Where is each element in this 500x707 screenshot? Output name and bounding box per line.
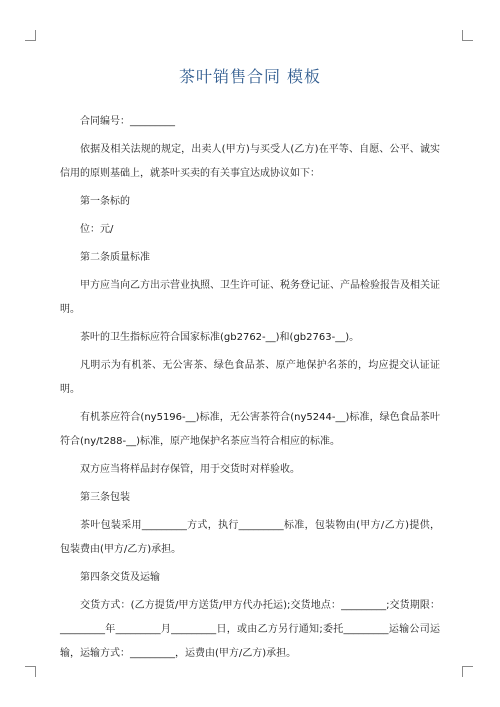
- section-heading-1: 第一条标的: [80, 196, 130, 207]
- preamble: 依据及相关法规的规定，出卖人(甲方)与买受人(乙方)在平等、自愿、公平、诚实信用的原则基础上，就茶叶买卖的有关事宜达成协议如下：: [60, 144, 440, 179]
- paragraph-samples: 双方应当将样品封存保管，用于交货时对样验收。: [80, 464, 300, 475]
- contract-number: 合同编号：_________: [80, 116, 175, 127]
- unit-line: 位：元/: [80, 224, 114, 235]
- paragraph-delivery: 交货方式：(乙方提货/甲方送货/甲方代办托运);交货地点：_________;交货期限：_________年_________月_________日，或由乙方另行通知;委托_________运输公司运输，运输方式：_________，运费由(甲方/乙方)承担。: [60, 600, 440, 659]
- paragraph-certificates: 甲方应当向乙方出示营业执照、卫生许可证、税务登记证、产品检验报告及相关证明。: [60, 280, 440, 315]
- paragraph-hygiene-standard: 茶叶的卫生指标应符合国家标准(gb2762-__)和(gb2763-__)。: [80, 332, 360, 343]
- section-heading-4: 第四条交货及运输: [80, 572, 160, 583]
- crop-mark-top-left: [25, 30, 36, 41]
- crop-mark-bottom-right: [462, 666, 473, 677]
- section-heading-2: 第二条质量标准: [80, 252, 150, 263]
- section-heading-3: 第三条包装: [80, 492, 130, 503]
- paragraph-certification: 凡明示为有机茶、无公害茶、绿色食品茶、原产地保护名茶的，均应提交认证证明。: [60, 360, 440, 395]
- document-body: [60, 110, 440, 666]
- document-title: 茶叶销售合同 模板: [178, 67, 322, 86]
- crop-mark-top-right: [462, 30, 473, 41]
- paragraph-organic-standards: 有机茶应符合(ny5196-__)标准，无公害茶符合(ny5244-__)标准，绿色食品茶叶符合(ny/t288-__)标准，原产地保护名茶应当符合相应的标准。: [60, 412, 440, 447]
- paragraph-packaging: 茶叶包装采用_________方式，执行_________标准，包装物由(甲方/乙方)提供，包装费由(甲方/乙方)承担。: [60, 520, 440, 555]
- crop-mark-bottom-left: [25, 666, 36, 677]
